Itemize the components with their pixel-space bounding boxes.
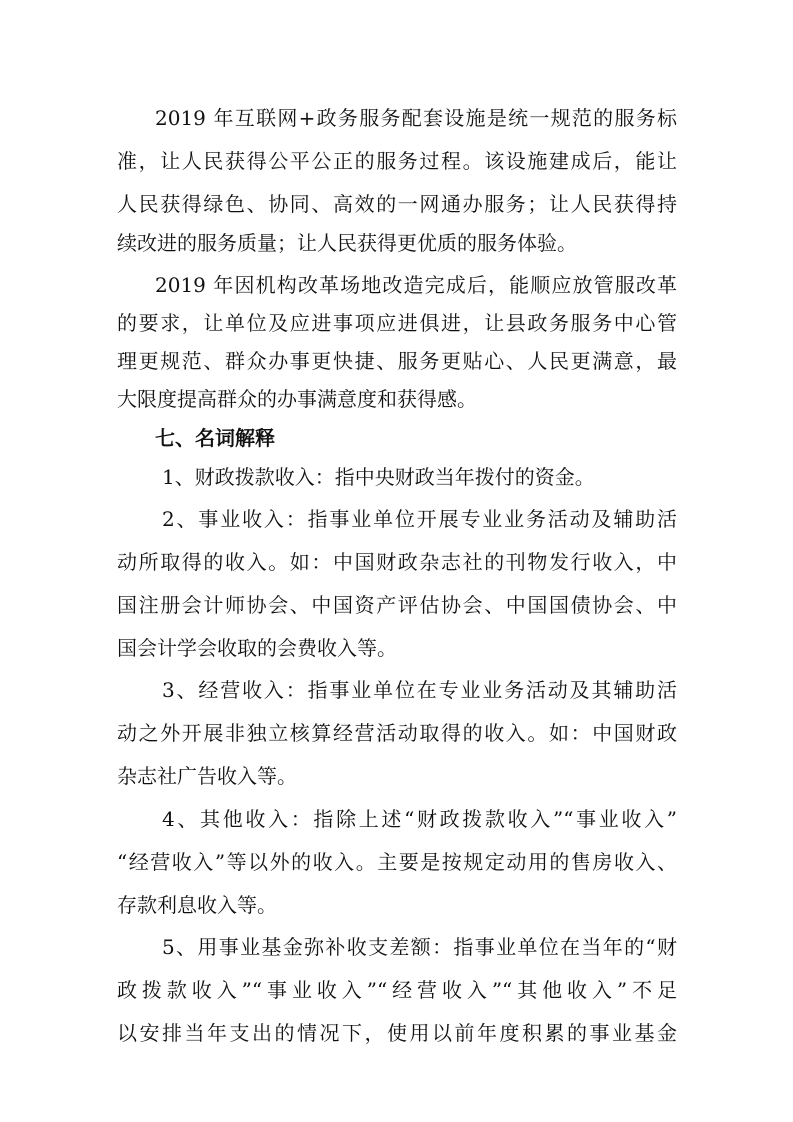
paragraph-2-line-1: 2019 年因机构改革场地改造完成后，能顺应放管服改革 [155,273,677,297]
paragraph-1-line-3: 人民获得绿色、协同、高效的一网通办服务；让人民获得持 [117,192,677,216]
definition-2-line-2: 动所取得的收入。如：中国财政杂志社的刊物发行收入，中 [117,550,677,574]
paragraph-2-line-3: 理更规范、群众办事更快捷、服务更贴心、人民更满意，最 [117,349,677,373]
definition-2-line-3: 国注册会计师协会、中国资产评估协会、中国国债协会、中 [117,593,677,617]
paragraph-1-line-4: 续改进的服务质量；让人民获得更优质的服务体验。 [117,231,577,255]
definition-5-line-1: 5、用事业基金弥补收支差额：指事业单位在当年的“财 [162,935,677,959]
definition-1-line-1: 1、财政拨款收入：指中央财政当年拨付的资金。 [162,465,595,489]
definition-3-line-3: 杂志社广告收入等。 [117,764,297,788]
definition-4-line-3: 存款利息收入等。 [117,893,277,917]
section-heading: 七、名词解释 [155,426,275,450]
definition-2-line-1: 2、事业收入：指事业单位开展专业业务活动及辅助活 [162,507,677,531]
paragraph-1-line-1: 2019 年互联网+政务服务配套设施是统一规范的服务标 [155,106,677,130]
definition-3-line-1: 3、经营收入：指事业单位在专业业务活动及其辅助活 [162,678,677,702]
definition-4-line-2: “经营收入”等以外的收入。主要是按规定动用的售房收入、 [117,850,677,874]
definition-2-line-4: 国会计学会收取的会费收入等。 [117,636,397,660]
definition-5-line-3: 以安排当年支出的情况下，使用以前年度积累的事业基金 [117,1021,677,1045]
paragraph-1-line-2: 准，让人民获得公平公正的服务过程。该设施建成后，能让 [117,149,677,173]
definition-3-line-2: 动之外开展非独立核算经营活动取得的收入。如：中国财政 [117,721,677,745]
paragraph-2-line-2: 的要求，让单位及应进事项应进俱进，让县政务服务中心管 [117,311,677,335]
definition-4-line-1: 4、其他收入：指除上述“财政拨款收入”“事业收入” [162,807,677,831]
paragraph-2-line-4: 大限度提高群众的办事满意度和获得感。 [117,387,477,411]
definition-5-line-2: 政拨款收入”“事业收入”“经营收入”“其他收入”不足 [117,978,677,1002]
